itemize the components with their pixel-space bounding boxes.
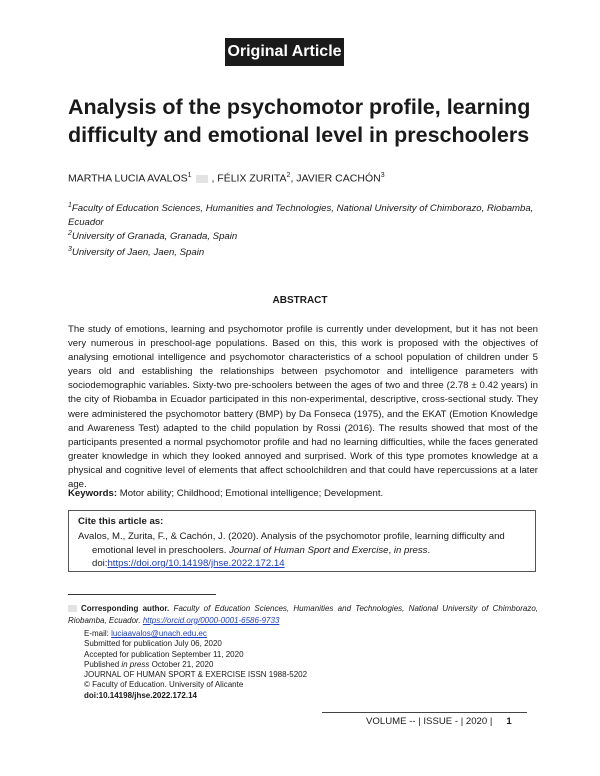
citation-text [78,530,528,571]
author-name: , JAVIER CACHÓN [290,172,381,185]
citation-heading: Cite this article as: [78,516,164,527]
abstract-body: The study of emotions, learning and psychomotor profile is currently under development, but it has not been very numerous in preschool-age populations. Based on this, this work is proposed with the objectives of analysing emotional intelligence and psychomotor characteristics of a school population of children under 5 years old and establishing the relationships between psychomotor and intelligence parameters with sociodemographic variables. Sixty-two pre-schoolers between the ages of two and three (2.78 ± 0.42 years) in the city of Riobamba in Ecuador participated in this non-experimental, descriptive, cross-sectional study. They were administered the psychomotor battery (BMP) by Da Fonseca (1975), and the EKAT (Emotion Knowledge and Awareness Test) adapted to the child population by Rossi (2016). The results showed that most of the participants presented a normal psychomotor profile and had no learning difficulties, while the faces generated greater knowledge in which they looked annoyed and surprised. Work of this type promotes knowledge at a physical and cognitive level of elements that affect schoolchildren and that could have repercussions at a later age. [68,324,538,491]
corresponding-affiliation: Faculty of Education Sciences, Humanities and Technologies, National University of Chimborazo, Riobamba, Ecuador. [68,604,538,625]
publication-info [84,629,307,701]
affiliation [68,227,538,244]
mail-icon [68,605,77,612]
affiliation [68,199,538,229]
accepted-date: Accepted for publication September 11, 2020 [84,649,244,659]
doi-prefix: doi: [92,558,108,569]
article-type-badge: Original Article [225,38,344,66]
footer-divider [322,712,527,713]
doi-line [84,691,307,701]
published-fragment: in press [121,659,150,669]
citation-status: in press [393,544,428,556]
affiliation-marker: 2 [286,172,291,179]
affiliation-marker: 3 [68,246,72,253]
author-name: , FÉLIX ZURITA [211,172,287,185]
journal-issn: JOURNAL OF HUMAN SPORT & EXERCISE ISSN 1988-5202 [84,670,308,680]
keywords [68,488,538,499]
affiliation-marker: 1 [68,202,72,209]
email-line [84,629,307,639]
author-name: MARTHA LUCIA AVALOS [68,172,188,185]
footer-issue-info: VOLUME -- | ISSUE - | 2020 | [366,716,493,727]
affiliation-text: University of Granada, Granada, Spain [71,231,238,243]
journal-name: Journal of Human Sport and Exercise [229,544,389,556]
page-number: 1 [506,716,512,727]
keywords-label: Keywords: [68,488,118,499]
citation-line [78,544,528,558]
author-line [68,172,385,185]
mail-icon[interactable] [196,175,208,183]
doi-text: doi:10.14198/jhse.2022.172.14 [84,690,197,700]
submitted-date: Submitted for publication July 06, 2020 [84,639,222,649]
citation-line [78,557,528,571]
footnote-divider [68,594,216,595]
affiliation [68,243,538,260]
abstract-heading: ABSTRACT [272,295,328,306]
email-link[interactable]: luciaavalos@unach.edu.ec [111,629,207,638]
citation-line: Avalos, M., Zurita, F., & Cachón, J. (2020). Analysis of the psychomotor profile, learning difficulty and [78,531,505,542]
published-fragment: Published [84,659,122,669]
affiliation-text: Faculty of Education Sciences, Humanities and Technologies, National University of Chimborazo, Riobamba, Ecuador [68,203,534,228]
citation-fragment: . [427,544,431,556]
affiliation-marker: 2 [68,230,72,237]
published-fragment: October 21, 2020 [149,659,214,669]
citation-fragment: emotional level in preschoolers. [92,544,230,556]
corresponding-author-note [68,603,538,626]
keywords-text: Motor ability; Childhood; Emotional intelligence; Development. [117,488,384,499]
affiliation-text: University of Jaen, Jaen, Spain [71,247,205,259]
article-title: Analysis of the psychomotor profile, learning difficulty and emotional level in preschoolers [68,95,531,147]
citation-fragment: , [388,544,394,556]
published-date [84,660,307,670]
affiliation-marker: 3 [380,172,385,179]
email-label: E-mail: [84,629,112,638]
copyright: © Faculty of Education. University of Alicante [84,680,244,690]
corresponding-label: Corresponding author. [81,604,170,613]
orcid-link[interactable]: https://orcid.org/0000-0001-6586-9733 [142,615,280,625]
affiliation-marker: 1 [187,172,192,179]
doi-link[interactable]: https://doi.org/10.14198/jhse.2022.172.14 [107,558,285,569]
page-footer [366,716,512,727]
